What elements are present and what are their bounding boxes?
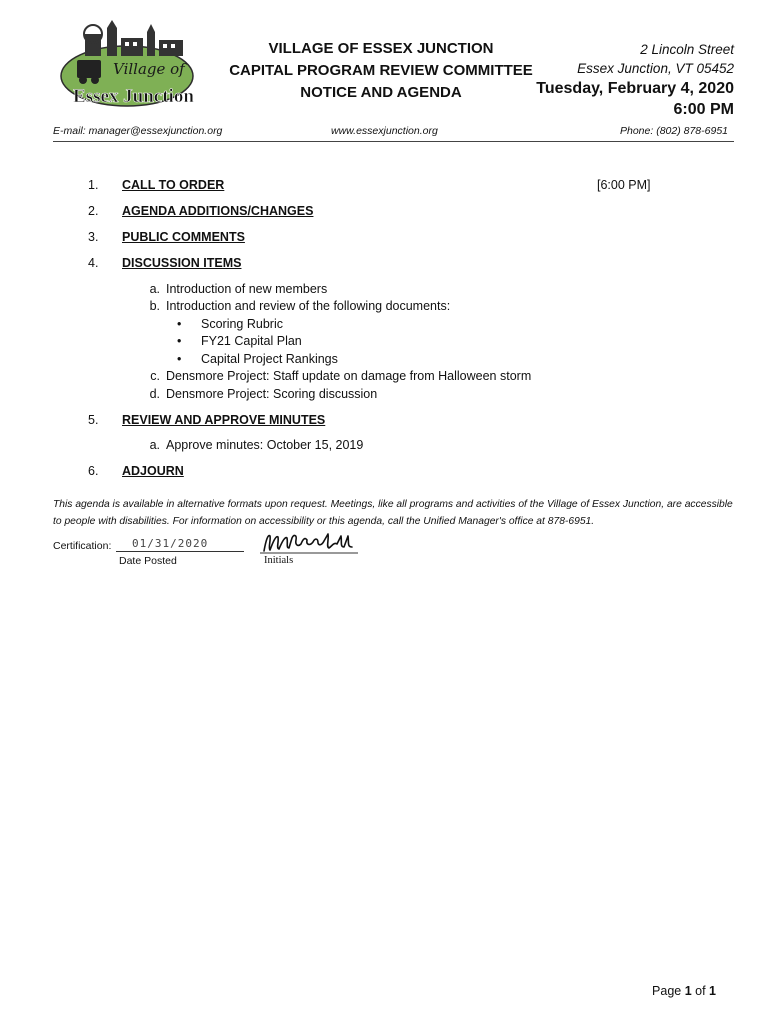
page-of: of: [691, 984, 710, 998]
header-divider: [53, 141, 734, 142]
sub-item-letter: a.: [149, 282, 160, 296]
address-line-2: Essex Junction, VT 05452: [577, 61, 734, 76]
sub-item-letter: b.: [149, 299, 160, 313]
sub-item-letter: d.: [149, 387, 160, 401]
agenda-item-call-to-order: CALL TO ORDER: [122, 178, 225, 192]
agenda-number: 3.: [88, 230, 99, 244]
agenda-number: 1.: [88, 178, 99, 192]
date-posted-label: Date Posted: [119, 555, 177, 567]
agenda-item-minutes: REVIEW AND APPROVE MINUTES: [122, 413, 326, 427]
logo-text-top: Village of: [113, 60, 185, 78]
agenda-number: 4.: [88, 256, 99, 270]
agenda-item-additions: AGENDA ADDITIONS/CHANGES: [122, 204, 314, 218]
bullet-icon: •: [177, 334, 182, 348]
contact-website: www.essexjunction.org: [331, 125, 438, 137]
meeting-date: Tuesday, February 4, 2020: [536, 80, 734, 97]
signature: [258, 530, 360, 556]
sub-item-letter: c.: [150, 369, 160, 383]
agenda-number: 6.: [88, 464, 99, 478]
page-number: [652, 984, 716, 998]
agenda-item-public-comments: PUBLIC COMMENTS: [122, 230, 245, 244]
page-total: 1: [709, 984, 716, 998]
bullet-icon: •: [177, 317, 182, 331]
title-line-2: CAPITAL PROGRAM REVIEW COMMITTEE: [229, 62, 533, 79]
sub-item-text: Introduction and review of the following documents:: [166, 299, 451, 313]
document-title: [220, 38, 542, 104]
address-line-1: 2 Lincoln Street: [640, 42, 734, 57]
page-current: 1: [684, 984, 692, 998]
sub-item-text: Densmore Project: Scoring discussion: [166, 387, 378, 401]
bullet-text: FY21 Capital Plan: [201, 334, 302, 348]
meeting-info: [536, 40, 734, 120]
logo-text-main: Essex Junction: [73, 86, 194, 107]
meeting-time: 6:00 PM: [673, 101, 734, 118]
date-posted-line: [116, 537, 244, 552]
village-logo: [55, 20, 200, 108]
sub-item-letter: a.: [149, 438, 160, 452]
agenda-item-discussion: DISCUSSION ITEMS: [122, 256, 242, 270]
bullet-icon: •: [177, 352, 182, 366]
bullet-text: Scoring Rubric: [201, 317, 283, 331]
sub-item-text: Densmore Project: Staff update on damage from Halloween storm: [166, 369, 532, 383]
initials-label: Initials: [264, 555, 294, 566]
agenda-item-adjourn: ADJOURN: [122, 464, 184, 478]
agenda-time: [6:00 PM]: [597, 178, 651, 192]
title-line-1: VILLAGE OF ESSEX JUNCTION: [268, 40, 494, 57]
agenda-number: 5.: [88, 413, 99, 427]
sub-item-text: Approve minutes: October 15, 2019: [166, 438, 364, 452]
title-line-3: NOTICE AND AGENDA: [300, 84, 462, 101]
sub-item-text: Introduction of new members: [166, 282, 328, 296]
date-posted-value: 01/31/2020: [132, 537, 209, 550]
agenda-number: 2.: [88, 204, 99, 218]
accessibility-note: This agenda is available in alternative formats upon request. Meetings, like all programs and activities of the Village of Essex Junction, are accessible to people with disabilities. For information on accessibility or this agenda, call the Unified Manager's office at 878-6951.: [53, 499, 733, 527]
contact-email: E-mail: manager@essexjunction.org: [53, 125, 223, 137]
page-prefix: Page: [652, 984, 685, 998]
certification-label: Certification:: [53, 540, 112, 552]
contact-phone: Phone: (802) 878-6951: [620, 125, 728, 137]
bullet-text: Capital Project Rankings: [201, 352, 338, 366]
